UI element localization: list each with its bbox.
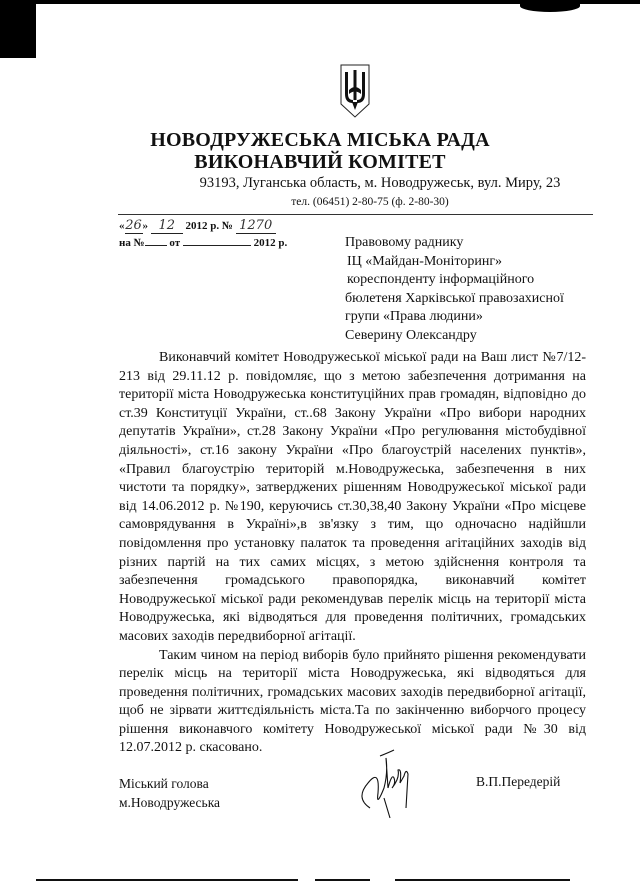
trident-emblem-icon bbox=[340, 64, 370, 118]
body-paragraph: Виконавчий комітет Новодружеської міської ради на Ваш лист №7/12-213 від 29.11.12 р. повідомляє, що з метою забезпечення дотримання на території міста Новодружеська конституційних прав громадян, відповідно до ст.39 Конституції України, ст..68 Закону України «Про вибори народних депутатів України», ст.28 Закону України «Про регулювання містобудівної діяльності», ст.16 закону України «Про благоустрій населених пунктів», «Правил благоустрію територій м.Новодружеська, забезпечення в них чистоти та порядку», затверджених рішенням Новодружеської міської ради від 14.06.2012 р. №190, керуючись ст.30,38,40 Закону України «Про місцеве самоврядування в Україні»,в зв'язку з тим, що одночасно надійшли повідомлення про установку палаток та проведення агітаційних заходів від різних партій на тих самих місцях, з метою здійснення контроля та забезпечення громадського правопорядка, виконавчий комітет Новодружеської міської ради рекомендував перелік місць на території міста Новодружеська, які відводяться для проведення політичних, громадських масових заходів передвиборної агітації. bbox=[119, 350, 586, 644]
header-divider bbox=[118, 214, 593, 215]
handwritten-signature-icon bbox=[350, 748, 420, 820]
outgoing-reference: «26» 12 2012 р. № 1270 bbox=[119, 218, 276, 234]
ref-day: 26 bbox=[125, 218, 142, 233]
addressee-block bbox=[345, 234, 564, 346]
reply-date-blank bbox=[183, 245, 251, 246]
reply-number-blank bbox=[145, 245, 167, 246]
org-phone: тел. (06451) 2-80-75 (ф. 2-80-30) bbox=[291, 196, 449, 208]
scan-edge-corner bbox=[0, 0, 36, 58]
addressee-line: кореспонденту інформаційного bbox=[347, 272, 535, 288]
addressee-line: Правовому раднику bbox=[345, 235, 464, 250]
org-department: ВИКОНАВЧИЙ КОМІТЕТ bbox=[194, 151, 446, 173]
addressee-line: бюлетеня Харківської правозахисної bbox=[345, 290, 564, 306]
ref-number: 1270 bbox=[236, 218, 276, 234]
addressee-line: ІЦ «Майдан-Моніторинг» bbox=[347, 253, 503, 269]
signatory-name: В.П.Передерій bbox=[476, 774, 561, 789]
scan-artifact bbox=[520, 0, 580, 12]
ref-year: 2012 р. № bbox=[185, 220, 233, 232]
addressee-line: групи «Права людини» bbox=[345, 309, 483, 325]
ref-month: 12 bbox=[151, 218, 183, 234]
body-paragraph: Таким чином на період виборів було прийнято рішення рекомендувати перелік місць на території міста Новодружеська, які відводяться для проведення політичних, громадських масових заходів передвиборної агітації, щоб не зірвати життєдіяльність міста.Та по закінченню виборчого процесу рішення виконавчого комітету Новодружеської міської ради №30 від 12.07.2012 р. скасовано. bbox=[119, 647, 586, 756]
incoming-reference: на № от 2012 р. bbox=[119, 237, 288, 249]
letter-body bbox=[119, 349, 586, 758]
signatory-title: Міський голова м.Новодружеська bbox=[119, 776, 221, 810]
addressee-line: Северину Олександру bbox=[345, 327, 477, 343]
org-name: НОВОДРУЖЕСЬКА МІСЬКА РАДА bbox=[150, 129, 490, 151]
org-address: 93193, Луганська область, м. Новодружеськ, вул. Миру, 23 bbox=[199, 175, 561, 191]
